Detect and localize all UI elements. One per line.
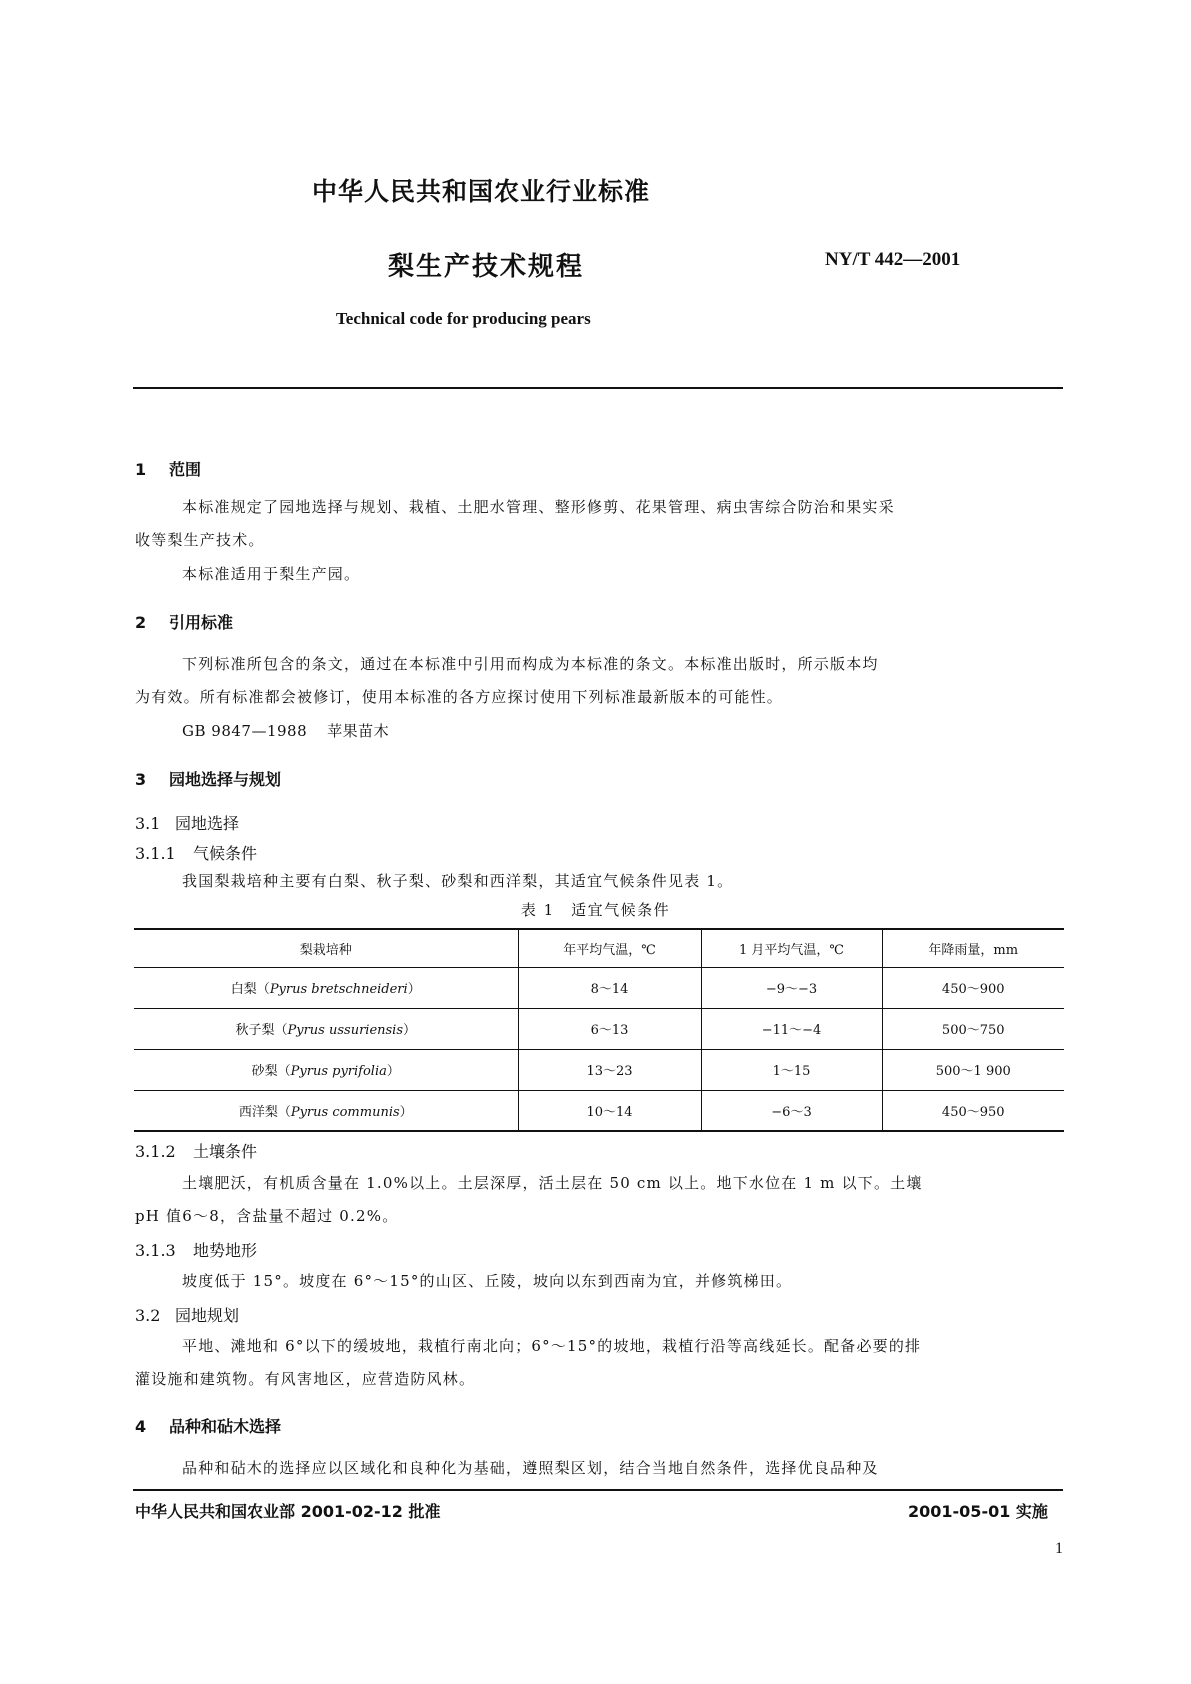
column-header: 年平均气温，℃ bbox=[518, 929, 701, 967]
rainfall-cell: 500～1 900 bbox=[882, 1049, 1064, 1090]
annual-temp-cell: 13～23 bbox=[518, 1049, 701, 1090]
table-caption: 表 1 适宜气候条件 bbox=[520, 901, 671, 919]
section-title: 范围 bbox=[169, 460, 202, 479]
section-2-paragraph-line: 为有效。所有标准都会被修订，使用本标准的各方应探讨使用下列标准最新版本的可能性。 bbox=[135, 688, 784, 706]
species-cell: 白梨（Pyrus bretschneideri） bbox=[134, 967, 518, 1008]
section-1-paragraph-line: 收等梨生产技术。 bbox=[135, 531, 265, 549]
species-cell: 砂梨（Pyrus pyrifolia） bbox=[134, 1049, 518, 1090]
subsection-number: 3.2 bbox=[135, 1306, 161, 1325]
section-number: 2 bbox=[135, 613, 147, 632]
column-header: 1 月平均气温，℃ bbox=[701, 929, 882, 967]
subsection-3-1-2-heading bbox=[135, 1139, 257, 1162]
document-title-english: Technical code for producing pears bbox=[336, 309, 591, 328]
subsection-number: 3.1.2 bbox=[135, 1142, 176, 1161]
january-temp-cell: −6～3 bbox=[701, 1090, 882, 1131]
referenced-standard bbox=[182, 720, 389, 741]
standard-category: 中华人民共和国农业行业标准 bbox=[312, 177, 651, 206]
rainfall-cell: 500～750 bbox=[882, 1008, 1064, 1049]
subsection-number: 3.1.3 bbox=[135, 1241, 176, 1260]
species-latin-name: Pyrus communis bbox=[290, 1104, 400, 1120]
subsection-3-1-3-paragraph: 坡度低于 15°。坡度在 6°～15°的山区、丘陵，坡向以东到西南为宜，并修筑梯田。 bbox=[182, 1272, 793, 1290]
section-title: 园地选择与规划 bbox=[169, 770, 282, 789]
species-latin-name: Pyrus pyrifolia bbox=[290, 1064, 387, 1079]
column-header: 年降雨量，mm bbox=[882, 929, 1064, 967]
table-row bbox=[134, 1008, 1064, 1049]
subsection-3-1-1-heading bbox=[135, 841, 257, 864]
subsection-title: 土壤条件 bbox=[193, 1142, 258, 1161]
annual-temp-cell: 10～14 bbox=[518, 1090, 701, 1131]
section-3-heading bbox=[135, 767, 281, 790]
species-cell: 西洋梨（Pyrus communis） bbox=[134, 1090, 518, 1131]
table-header-row bbox=[134, 929, 1064, 967]
annual-temp-cell: 8～14 bbox=[518, 967, 701, 1008]
section-2-paragraph-line: 下列标准所包含的条文，通过在本标准中引用而构成为本标准的条文。本标准出版时，所示版本均 bbox=[182, 655, 879, 673]
subsection-number: 3.1 bbox=[135, 814, 161, 833]
species-chinese-name: 西洋梨 bbox=[238, 1104, 278, 1120]
section-title: 引用标准 bbox=[169, 613, 234, 632]
section-title: 品种和砧木选择 bbox=[169, 1417, 282, 1436]
approval-line: 中华人民共和国农业部 2001-02-12 批准 bbox=[135, 1502, 441, 1521]
january-temp-cell: −11～−4 bbox=[701, 1008, 882, 1049]
subsection-3-1-2-paragraph-line: pH 值6～8，含盐量不超过 0.2%。 bbox=[135, 1207, 399, 1225]
subsection-3-2-heading bbox=[135, 1303, 239, 1326]
subsection-3-2-paragraph-line: 灌设施和建筑物。有风害地区，应营造防风林。 bbox=[135, 1370, 476, 1388]
table-row bbox=[134, 1049, 1064, 1090]
section-4-paragraph-line: 品种和砧木的选择应以区域化和良种化为基础，遵照梨区划，结合当地自然条件，选择优良品种及 bbox=[182, 1459, 879, 1477]
subsection-number: 3.1.1 bbox=[135, 844, 176, 863]
species-latin-name: Pyrus bretschneideri bbox=[269, 982, 408, 997]
reference-name: 苹果苗木 bbox=[327, 722, 390, 740]
section-number: 1 bbox=[135, 460, 147, 479]
footer-rule bbox=[133, 1489, 1063, 1491]
subsection-3-1-3-heading bbox=[135, 1238, 257, 1261]
section-number: 3 bbox=[135, 770, 147, 789]
subsection-3-2-paragraph-line: 平地、滩地和 6°以下的缓坡地，栽植行南北向；6°～15°的坡地，栽植行沿等高线延长。配备必要的排 bbox=[182, 1337, 922, 1355]
section-4-heading bbox=[135, 1414, 281, 1437]
subsection-3-1-2-paragraph-line: 土壤肥沃，有机质含量在 1.0%以上。土层深厚，活土层在 50 cm 以上。地下水位在 1 m 以下。土壤 bbox=[182, 1174, 923, 1192]
subsection-title: 园地规划 bbox=[175, 1306, 240, 1325]
rainfall-cell: 450～950 bbox=[882, 1090, 1064, 1131]
document-title: 梨生产技术规程 bbox=[388, 252, 585, 282]
section-1-paragraph-line: 本标准规定了园地选择与规划、栽植、土肥水管理、整形修剪、花果管理、病虫害综合防治和果实采 bbox=[182, 498, 895, 516]
species-latin-name: Pyrus ussuriensis bbox=[287, 1023, 404, 1038]
column-header: 梨栽培种 bbox=[134, 929, 518, 967]
section-number: 4 bbox=[135, 1417, 147, 1436]
reference-code: GB 9847—1988 bbox=[182, 722, 308, 740]
subsection-title: 园地选择 bbox=[175, 814, 240, 833]
subsection-title: 地势地形 bbox=[193, 1241, 258, 1260]
species-chinese-name: 秋子梨 bbox=[235, 1023, 275, 1038]
header-rule bbox=[133, 387, 1063, 389]
section-1-paragraph: 本标准适用于梨生产园。 bbox=[182, 565, 361, 583]
annual-temp-cell: 6～13 bbox=[518, 1008, 701, 1049]
implementation-date: 2001-05-01 实施 bbox=[908, 1502, 1048, 1521]
species-chinese-name: 白梨 bbox=[230, 982, 257, 997]
subsection-title: 气候条件 bbox=[193, 844, 258, 863]
climate-conditions-table bbox=[134, 928, 1064, 1132]
table-row bbox=[134, 967, 1064, 1008]
subsection-3-1-heading bbox=[135, 811, 239, 834]
table-row bbox=[134, 1090, 1064, 1131]
species-cell: 秋子梨（Pyrus ussuriensis） bbox=[134, 1008, 518, 1049]
section-2-heading bbox=[135, 610, 233, 633]
january-temp-cell: 1～15 bbox=[701, 1049, 882, 1090]
page-number: 1 bbox=[1055, 1540, 1063, 1557]
species-chinese-name: 砂梨 bbox=[251, 1064, 278, 1079]
january-temp-cell: −9～−3 bbox=[701, 967, 882, 1008]
section-1-heading bbox=[135, 457, 201, 480]
standard-number: NY/T 442—2001 bbox=[825, 249, 961, 270]
subsection-3-1-1-paragraph: 我国梨栽培种主要有白梨、秋子梨、砂梨和西洋梨，其适宜气候条件见表 1。 bbox=[182, 872, 734, 890]
rainfall-cell: 450～900 bbox=[882, 967, 1064, 1008]
